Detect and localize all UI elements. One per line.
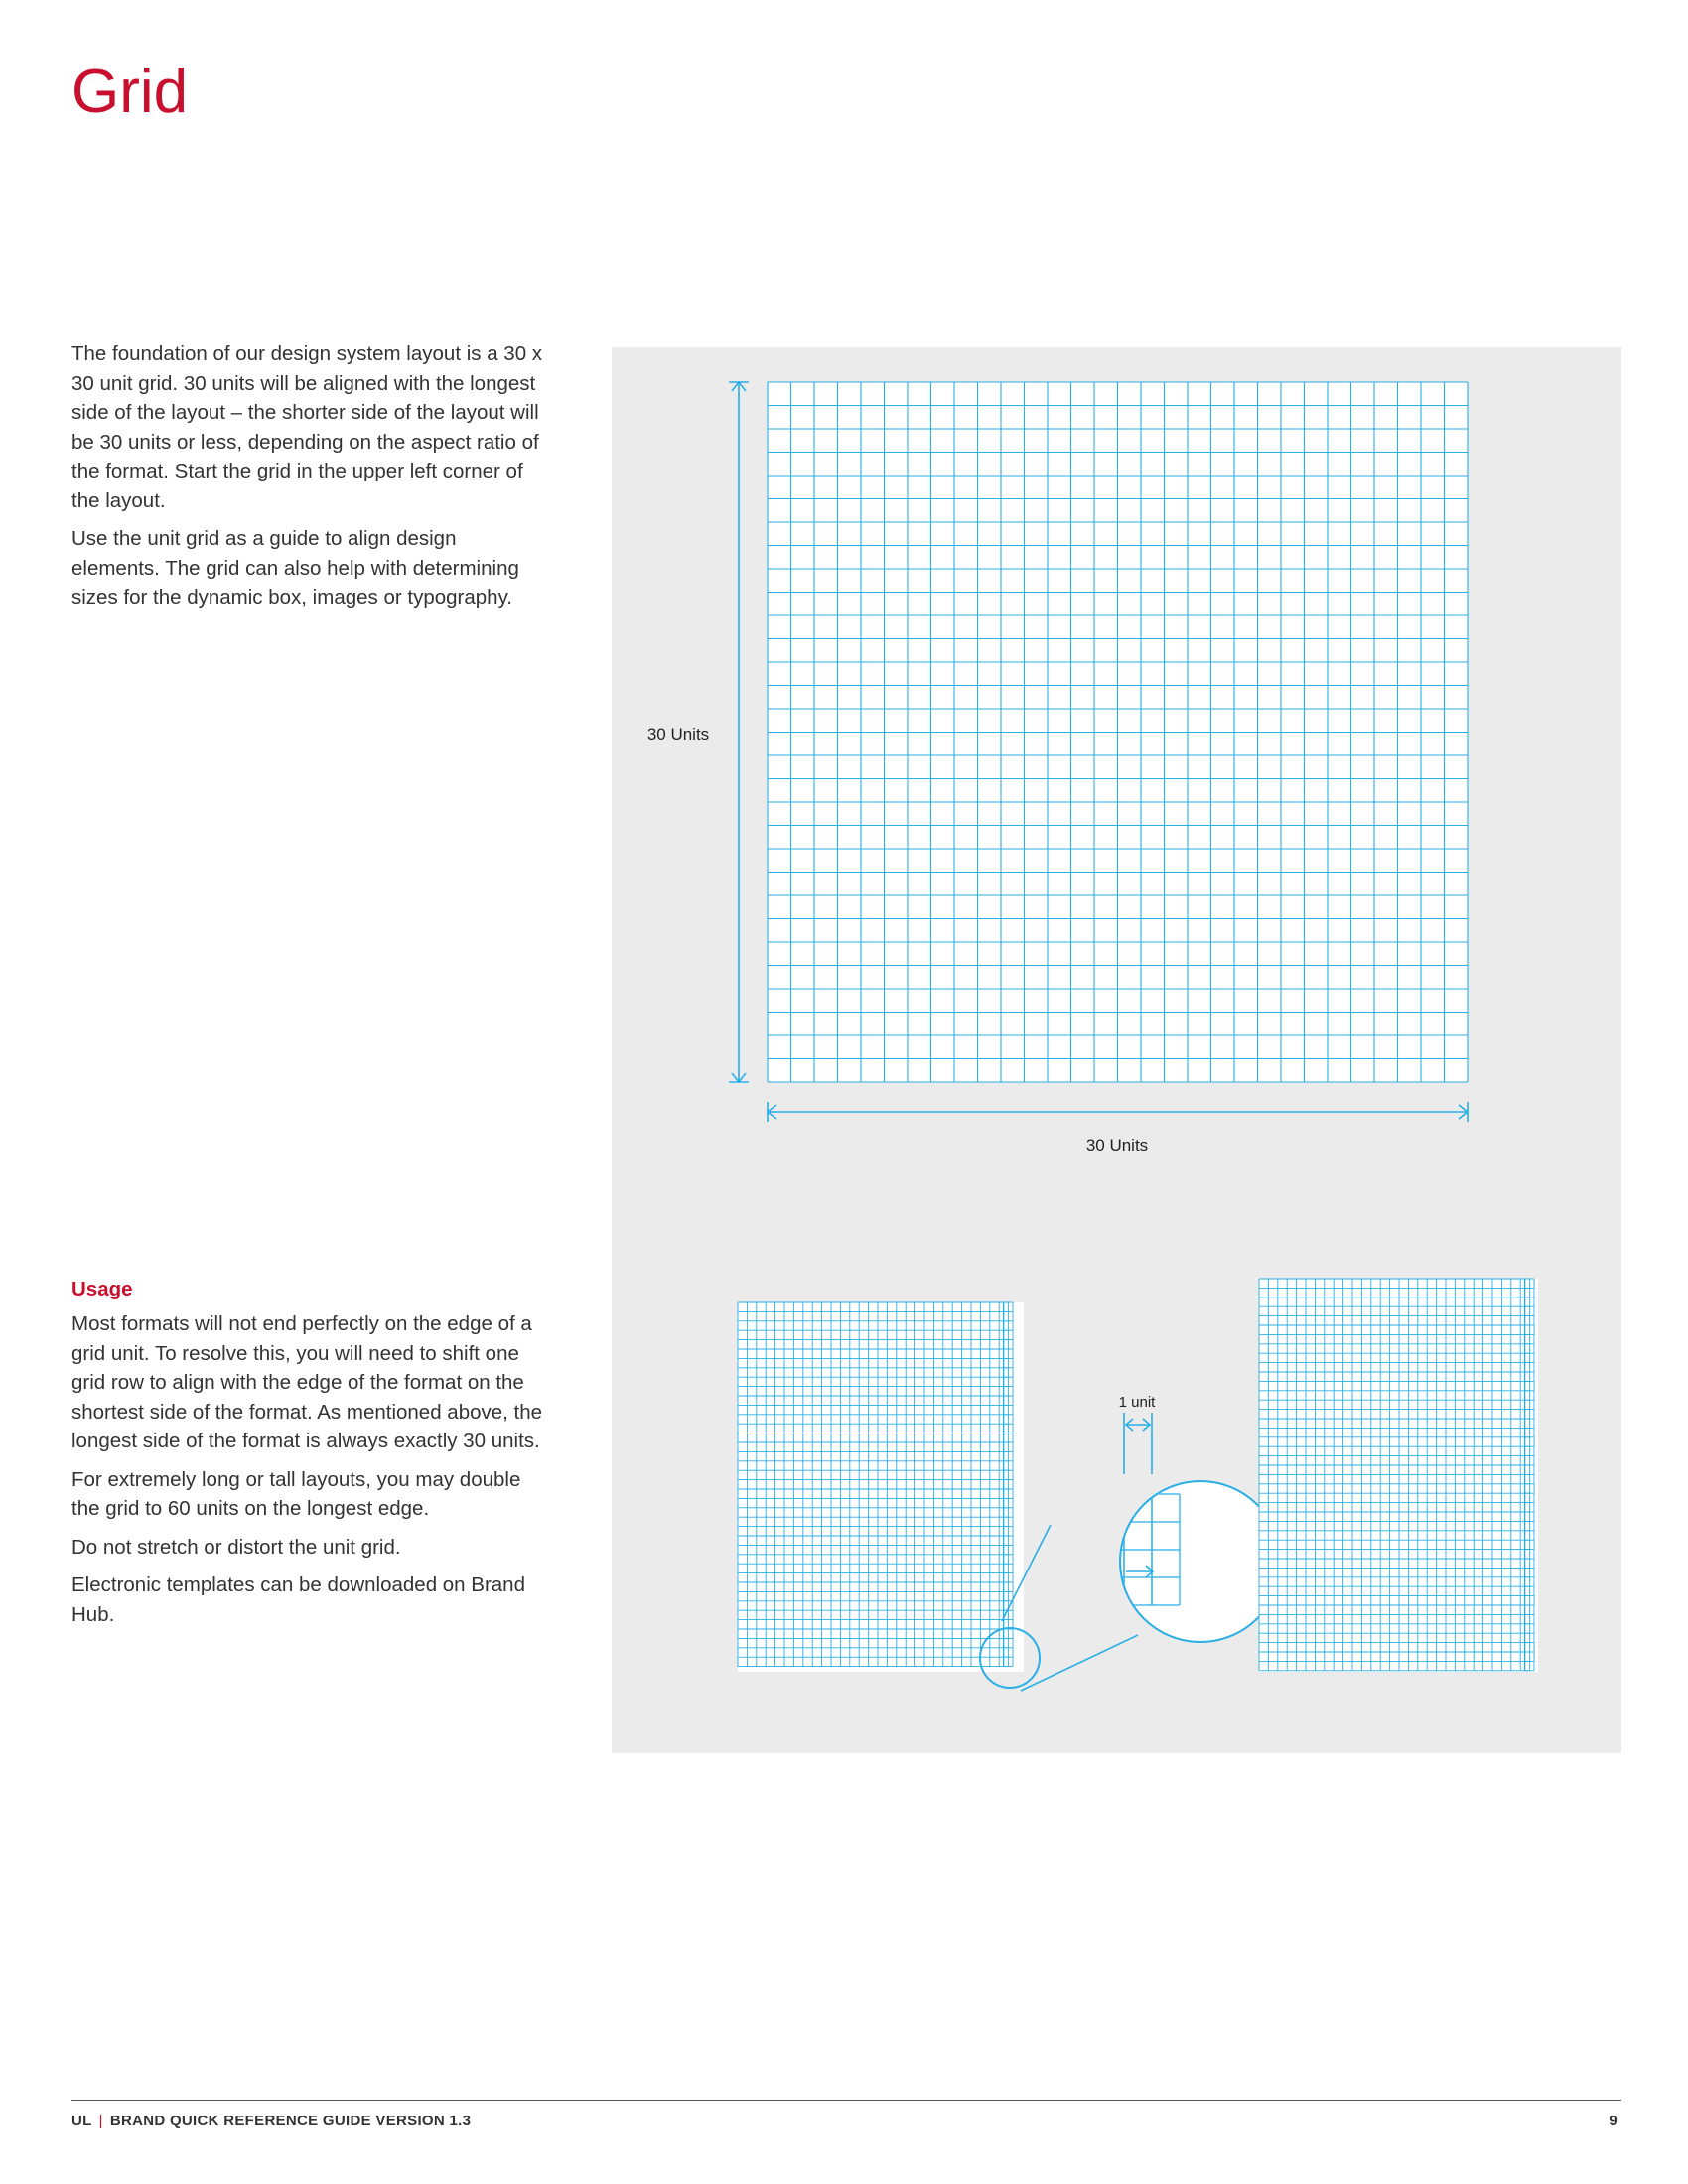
grid-diagram — [612, 347, 1621, 1753]
footer-guide-title: BRAND QUICK REFERENCE GUIDE VERSION 1.3 — [109, 2113, 472, 2129]
intro-text — [71, 340, 548, 621]
footer-separator: | — [98, 2113, 103, 2129]
vertical-dimension-arrow — [729, 382, 749, 1082]
main-unit-grid — [768, 382, 1468, 1082]
usage-paragraph: Most formats will not end perfectly on the edge of a grid unit. To resolve this, you will need to shift one grid row to align with the edge of the format on the shortest side of the format. As mentioned above, the longest side of the format is always exactly 30 units. — [71, 1312, 543, 1452]
usage-heading: Usage — [71, 1278, 133, 1300]
one-unit-label: 1 unit — [1118, 1394, 1156, 1411]
magnified-grid — [1068, 1482, 1280, 1641]
footer-rule — [71, 2100, 1621, 2101]
page-footer — [71, 2113, 1621, 2136]
example-grid-left — [738, 1302, 1024, 1672]
example-right-background — [1259, 1279, 1538, 1672]
vertical-dimension-label: 30 Units — [646, 725, 710, 744]
usage-paragraph: Electronic templates can be downloaded on Brand Hub. — [71, 1573, 525, 1626]
footer-brand: UL — [71, 2113, 92, 2129]
horizontal-dimension-arrow — [768, 1102, 1468, 1122]
page-title: Grid — [71, 58, 189, 126]
intro-paragraph: The foundation of our design system layout is a 30 x 30 unit grid. 30 units will be aligned with the longest side of the layout – the shorter side of the layout will be 30 units or less, depending on the aspect ratio of the format. Start the grid in the upper left corner of the layout. — [71, 342, 543, 512]
horizontal-dimension-label: 30 Units — [1085, 1136, 1149, 1155]
usage-section — [71, 1276, 548, 1638]
usage-paragraph: Do not stretch or distort the unit grid. — [71, 1535, 401, 1559]
one-unit-arrow — [1124, 1413, 1152, 1474]
magnified-grid-background — [1121, 1482, 1280, 1641]
grid-illustration-panel — [612, 347, 1621, 1753]
example-grid-right — [1259, 1279, 1538, 1672]
usage-paragraph: For extremely long or tall layouts, you may double the grid to 60 units on the longest edge. — [71, 1467, 521, 1520]
page-number: 9 — [1609, 2113, 1618, 2129]
intro-paragraph: Use the unit grid as a guide to align design elements. The grid can also help with determining sizes for the dynamic box, images or typography. — [71, 527, 519, 609]
